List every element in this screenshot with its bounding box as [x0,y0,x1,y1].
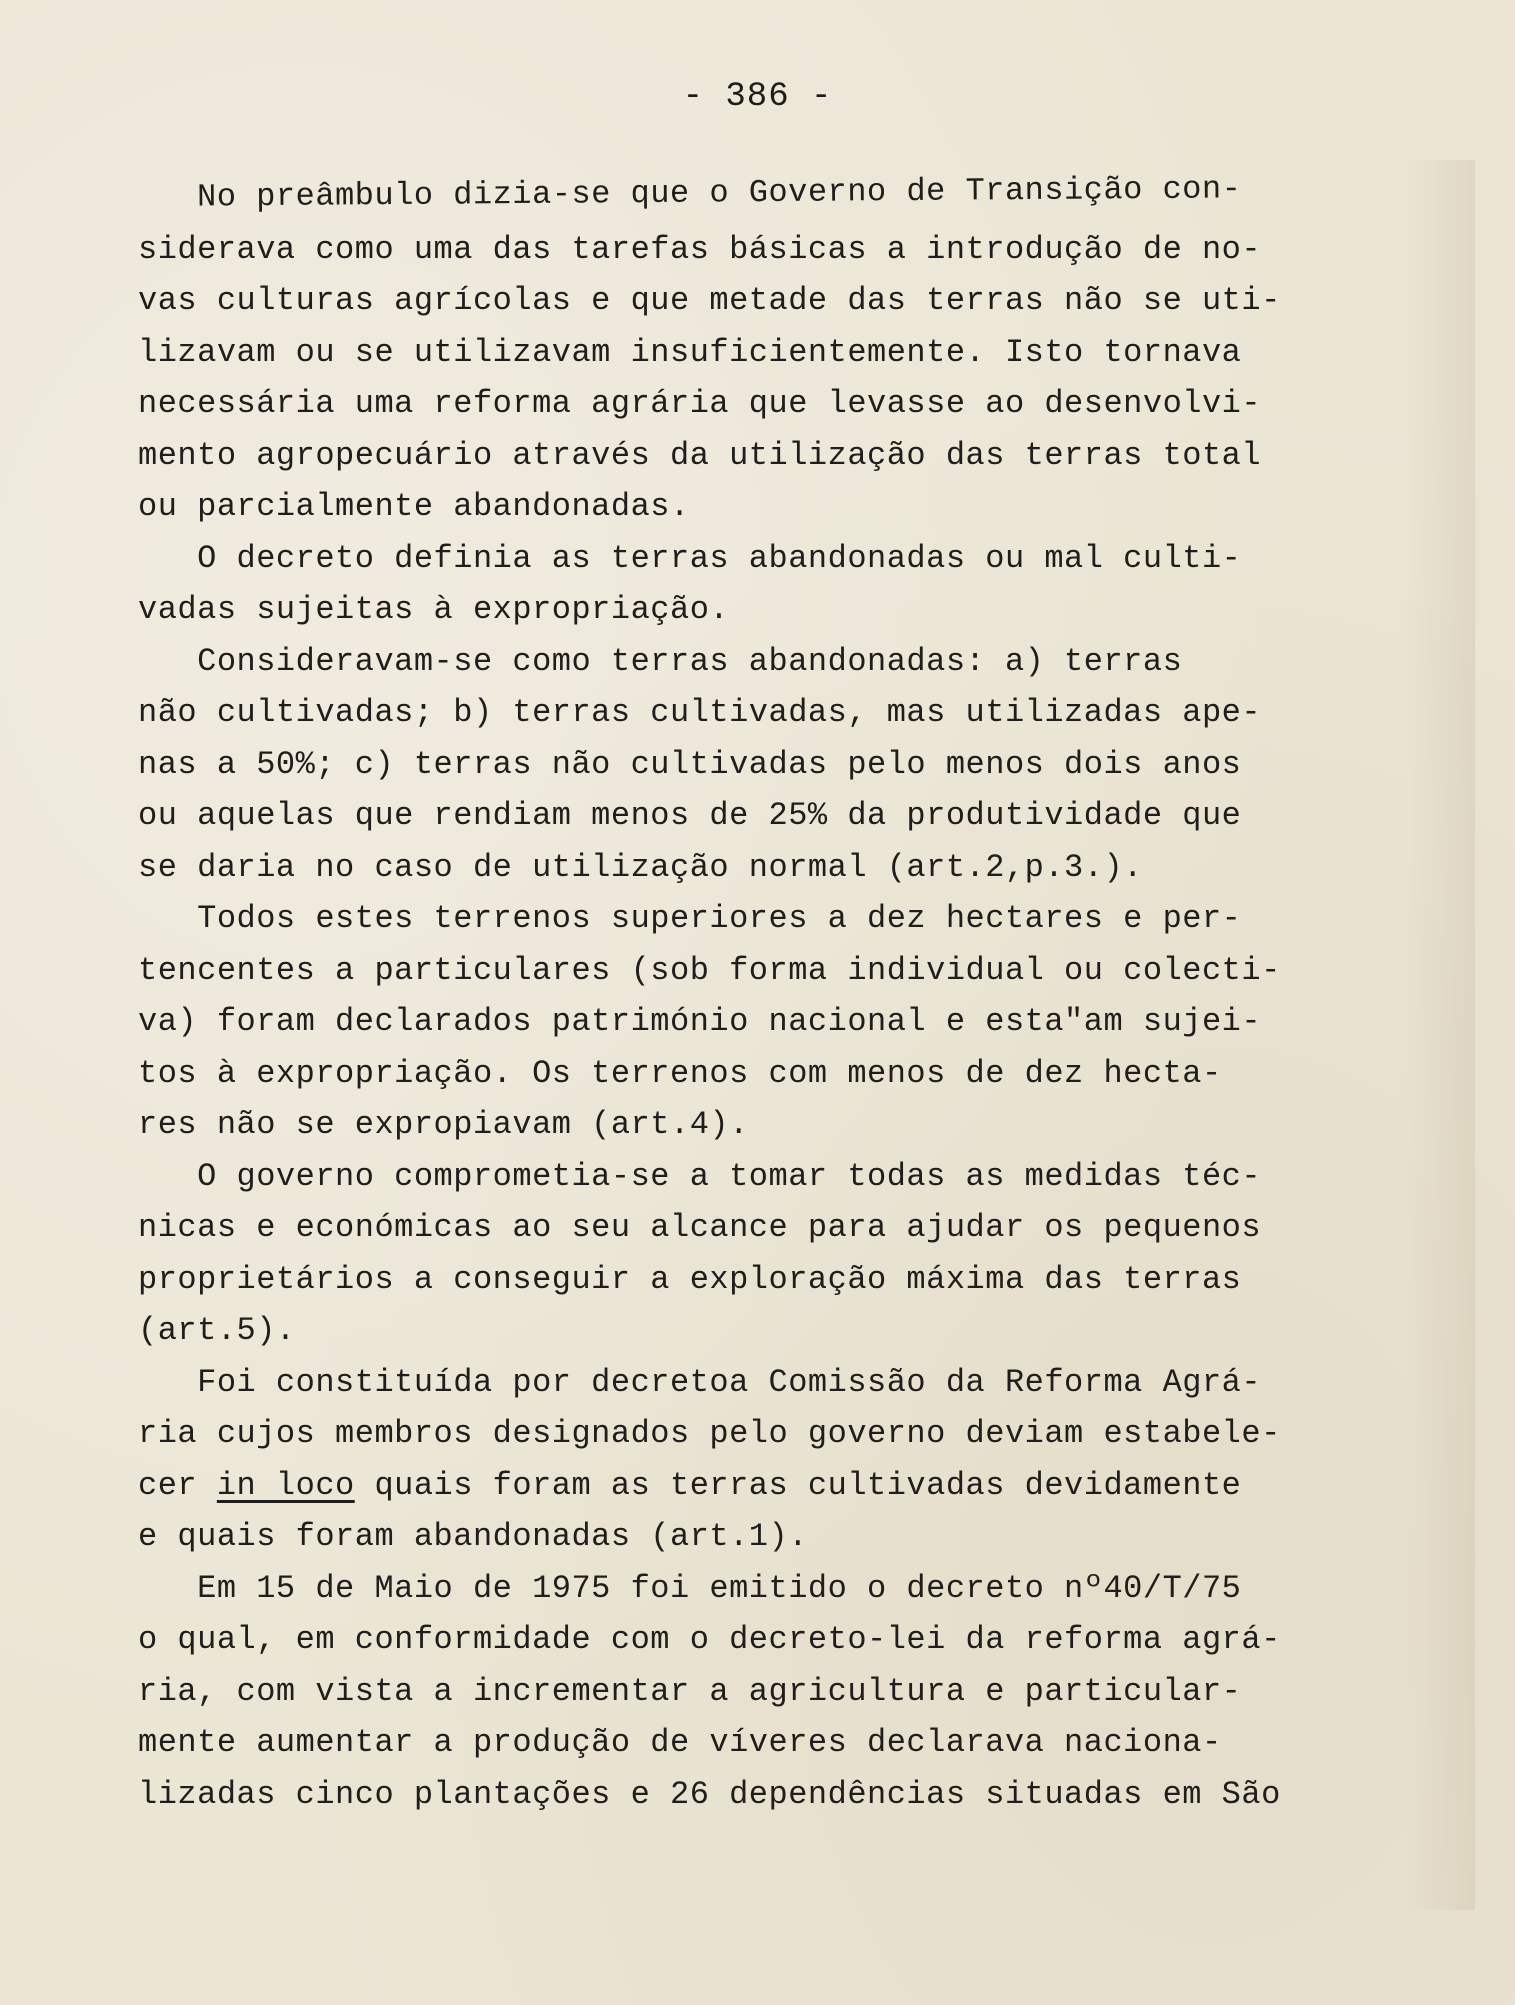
body-text [138,172,1388,1820]
text-line-start: cer [138,1466,217,1504]
text-line: Consideravam-se como terras abandonadas: a) terras [138,642,1183,680]
text-line: lizadas cinco plantações e 26 dependências situadas em São [138,1775,1281,1813]
text-line: O decreto definia as terras abandonadas ou mal culti- [138,539,1242,577]
page-number: - 386 - [682,78,833,116]
text-line: mento agropecuário através da utilização das terras total [138,436,1262,474]
text-line: nicas e económicas ao seu alcance para ajudar os pequenos [138,1209,1262,1246]
text-line: e quais foram abandonadas (art.1). [138,1518,808,1555]
text-line: tencentes a particulares (sob forma individual ou colecti- [138,951,1281,989]
text-line: Em 15 de Maio de 1975 foi emitido o decreto nº40/T/75 [138,1569,1242,1607]
text-line-with-emphasis [138,1460,1388,1512]
text-line: No preâmbulo dizia-se que o Governo de Transição con- [137,170,1242,216]
text-line: Foi constituída por decretoa Comissão da Reforma Agrá- [138,1363,1262,1401]
text-line: Todos estes terrenos superiores a dez hectares e per- [138,900,1242,937]
text-line: vadas sujeitas à expropriação. [138,591,730,628]
text-line: vas culturas agrícolas e que metade das terras não se uti- [138,282,1281,319]
text-line: o qual, em conformidade com o decreto-lei da reforma agrá- [138,1621,1281,1658]
text-line: nas a 50%; c) terras não cultivadas pelo menos dois anos [138,745,1242,783]
text-line: ria cujos membros designados pelo governo deviam estabele- [138,1415,1281,1452]
text-line-end: quais foram as terras cultivadas devidamente [354,1466,1242,1504]
text-line: não cultivadas; b) terras cultivadas, mas utilizadas ape- [138,694,1262,731]
text-line: necessária uma reforma agrária que levasse ao desenvolvi- [138,385,1262,422]
text-line: proprietários a conseguir a exploração máxima das terras [138,1260,1242,1298]
text-line: ou parcialmente abandonadas. [138,488,690,525]
paper-bleed-through [1405,160,1475,1910]
text-line: O governo comprometia-se a tomar todas as medidas téc- [138,1157,1262,1195]
text-line: (art.5). [138,1312,296,1349]
text-line: se daria no caso de utilização normal (art.2,p.3.). [138,848,1143,886]
text-line: siderava como uma das tarefas básicas a introdução de no- [138,230,1262,268]
text-line: tos à expropriação. Os terrenos com menos de dez hecta- [138,1054,1222,1092]
text-line: mente aumentar a produção de víveres declarava naciona- [138,1724,1222,1761]
text-line: va) foram declarados património nacional e esta"am sujei- [138,1003,1262,1040]
text-line: lizavam ou se utilizavam insuficientemente. Isto tornava [138,333,1242,371]
text-line: ou aquelas que rendiam menos de 25% da produtividade que [138,797,1242,834]
text-line: ria, com vista a incrementar a agricultura e particular- [138,1672,1242,1710]
underlined-phrase: in loco [216,1466,355,1504]
text-line: res não se expropiavam (art.4). [138,1106,749,1143]
